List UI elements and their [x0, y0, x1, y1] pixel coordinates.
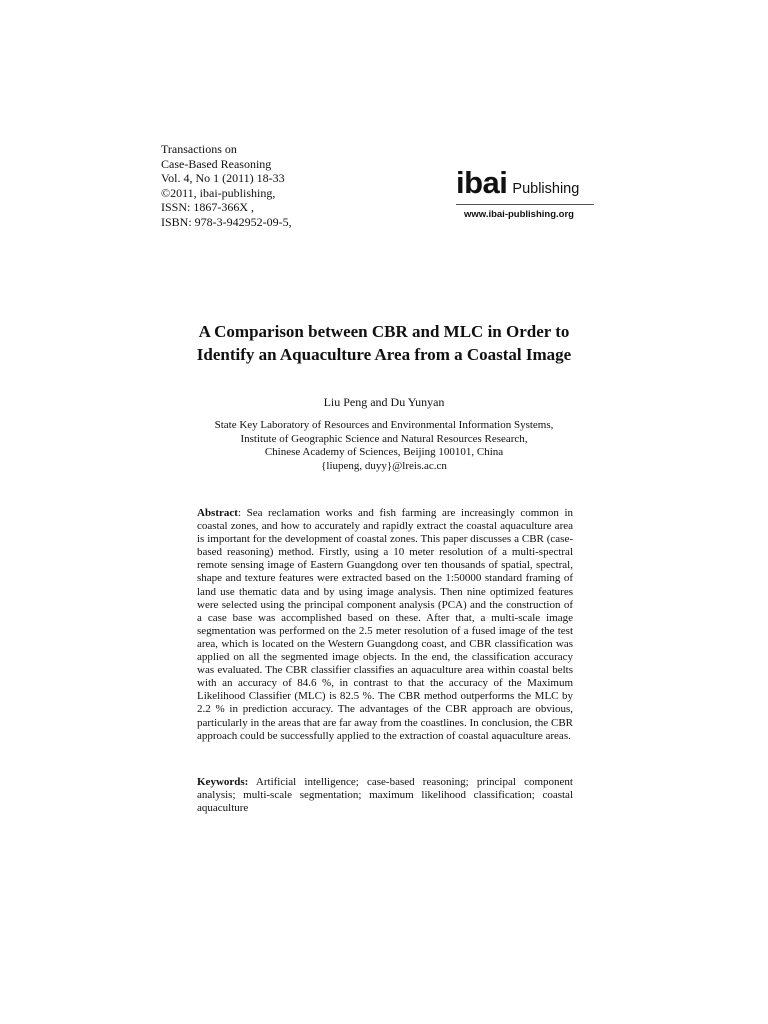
volume-line: Vol. 4, No 1 (2011) 18-33 [161, 171, 285, 186]
publisher-logo-mark: ibai [456, 165, 508, 200]
abstract-label: Abstract [197, 507, 238, 519]
copyright-line: ©2011, ibai-publishing, [161, 185, 276, 200]
paper-title [0, 320, 768, 366]
abstract-paragraph [197, 507, 573, 743]
journal-name-line: Case-Based Reasoning [161, 156, 272, 171]
affiliation-line-lab: State Key Laboratory of Resources and Environmental Information Systems, [214, 419, 554, 431]
abstract-text: : Sea reclamation works and fish farming are increasingly common in coastal zones, and how to accurately and rapidly extract the coastal aquaculture area is important for the development of coastal zones. This paper discusses a CBR (case-based reasoning) method. Firstly, using a 10 meter resolution of a multi-spectral remote sensing image of Eastern Guangdong over ten thousands of spatial, spectral, shape and texture features were extracted based on the 1:50000 standard framing of land use thematic data and by using image analysis. Then nine optimized features were selected using the principal component analysis (PCA) and the construction of a case base was accomplished based on these. After that, a multi-scale image segmentation was performed on the 2.5 meter resolution of a fused image of the test area, which is located on the Western Guangdong coast, and CBR classification was applied on all the segmented image objects. In the end, the classification accuracy was evaluated. The CBR classifier classifies an aquaculture area within coastal belts with an accuracy of 84.6 %, in contrast to that the accuracy of the Maximum Likelihood Classifier (MLC) is 82.5 %. The CBR method outperforms the MLC by 2.2 % in prediction accuracy. The advantages of the CBR approach are obvious, particularly in the areas that are far away from the coastlines. In conclusion, the CBR approach could be successfully applied to the extraction of coastal aquaculture areas. [197, 507, 573, 742]
publisher-logo-row [456, 166, 594, 200]
affiliation-line-email: {liupeng, duyy}@lreis.ac.cn [321, 459, 447, 472]
journal-line: Transactions on [161, 142, 237, 156]
affiliation [0, 419, 768, 473]
keywords-paragraph [197, 776, 573, 815]
isbn-line: ISBN: 978-3-942952-09-5, [161, 214, 292, 229]
issn-line: ISSN: 1867-366X , [161, 200, 255, 215]
paper-title-line-2: Identify an Aquaculture Area from a Coastal Image [196, 345, 572, 364]
publisher-url: www.ibai-publishing.org [464, 209, 574, 220]
publisher-logo-rule [456, 204, 594, 205]
paper-authors: Liu Peng and Du Yunyan [323, 395, 445, 409]
publisher-logo [456, 166, 594, 220]
publication-info [161, 142, 292, 230]
paper-title-line-1: A Comparison between CBR and MLC in Order to [198, 322, 570, 341]
affiliation-line-academy: Chinese Academy of Sciences, Beijing 100101, China [264, 446, 504, 458]
publisher-logo-word: Publishing [512, 181, 580, 197]
keywords-label: Keywords: [197, 776, 249, 788]
keywords-text: Artificial intelligence; case-based reasoning; principal component analysis; multi-scale segmentation; maximum likelihood classification; coastal aquaculture [197, 776, 573, 815]
affiliation-line-institute: Institute of Geographic Science and Natural Resources Research, [240, 432, 528, 445]
